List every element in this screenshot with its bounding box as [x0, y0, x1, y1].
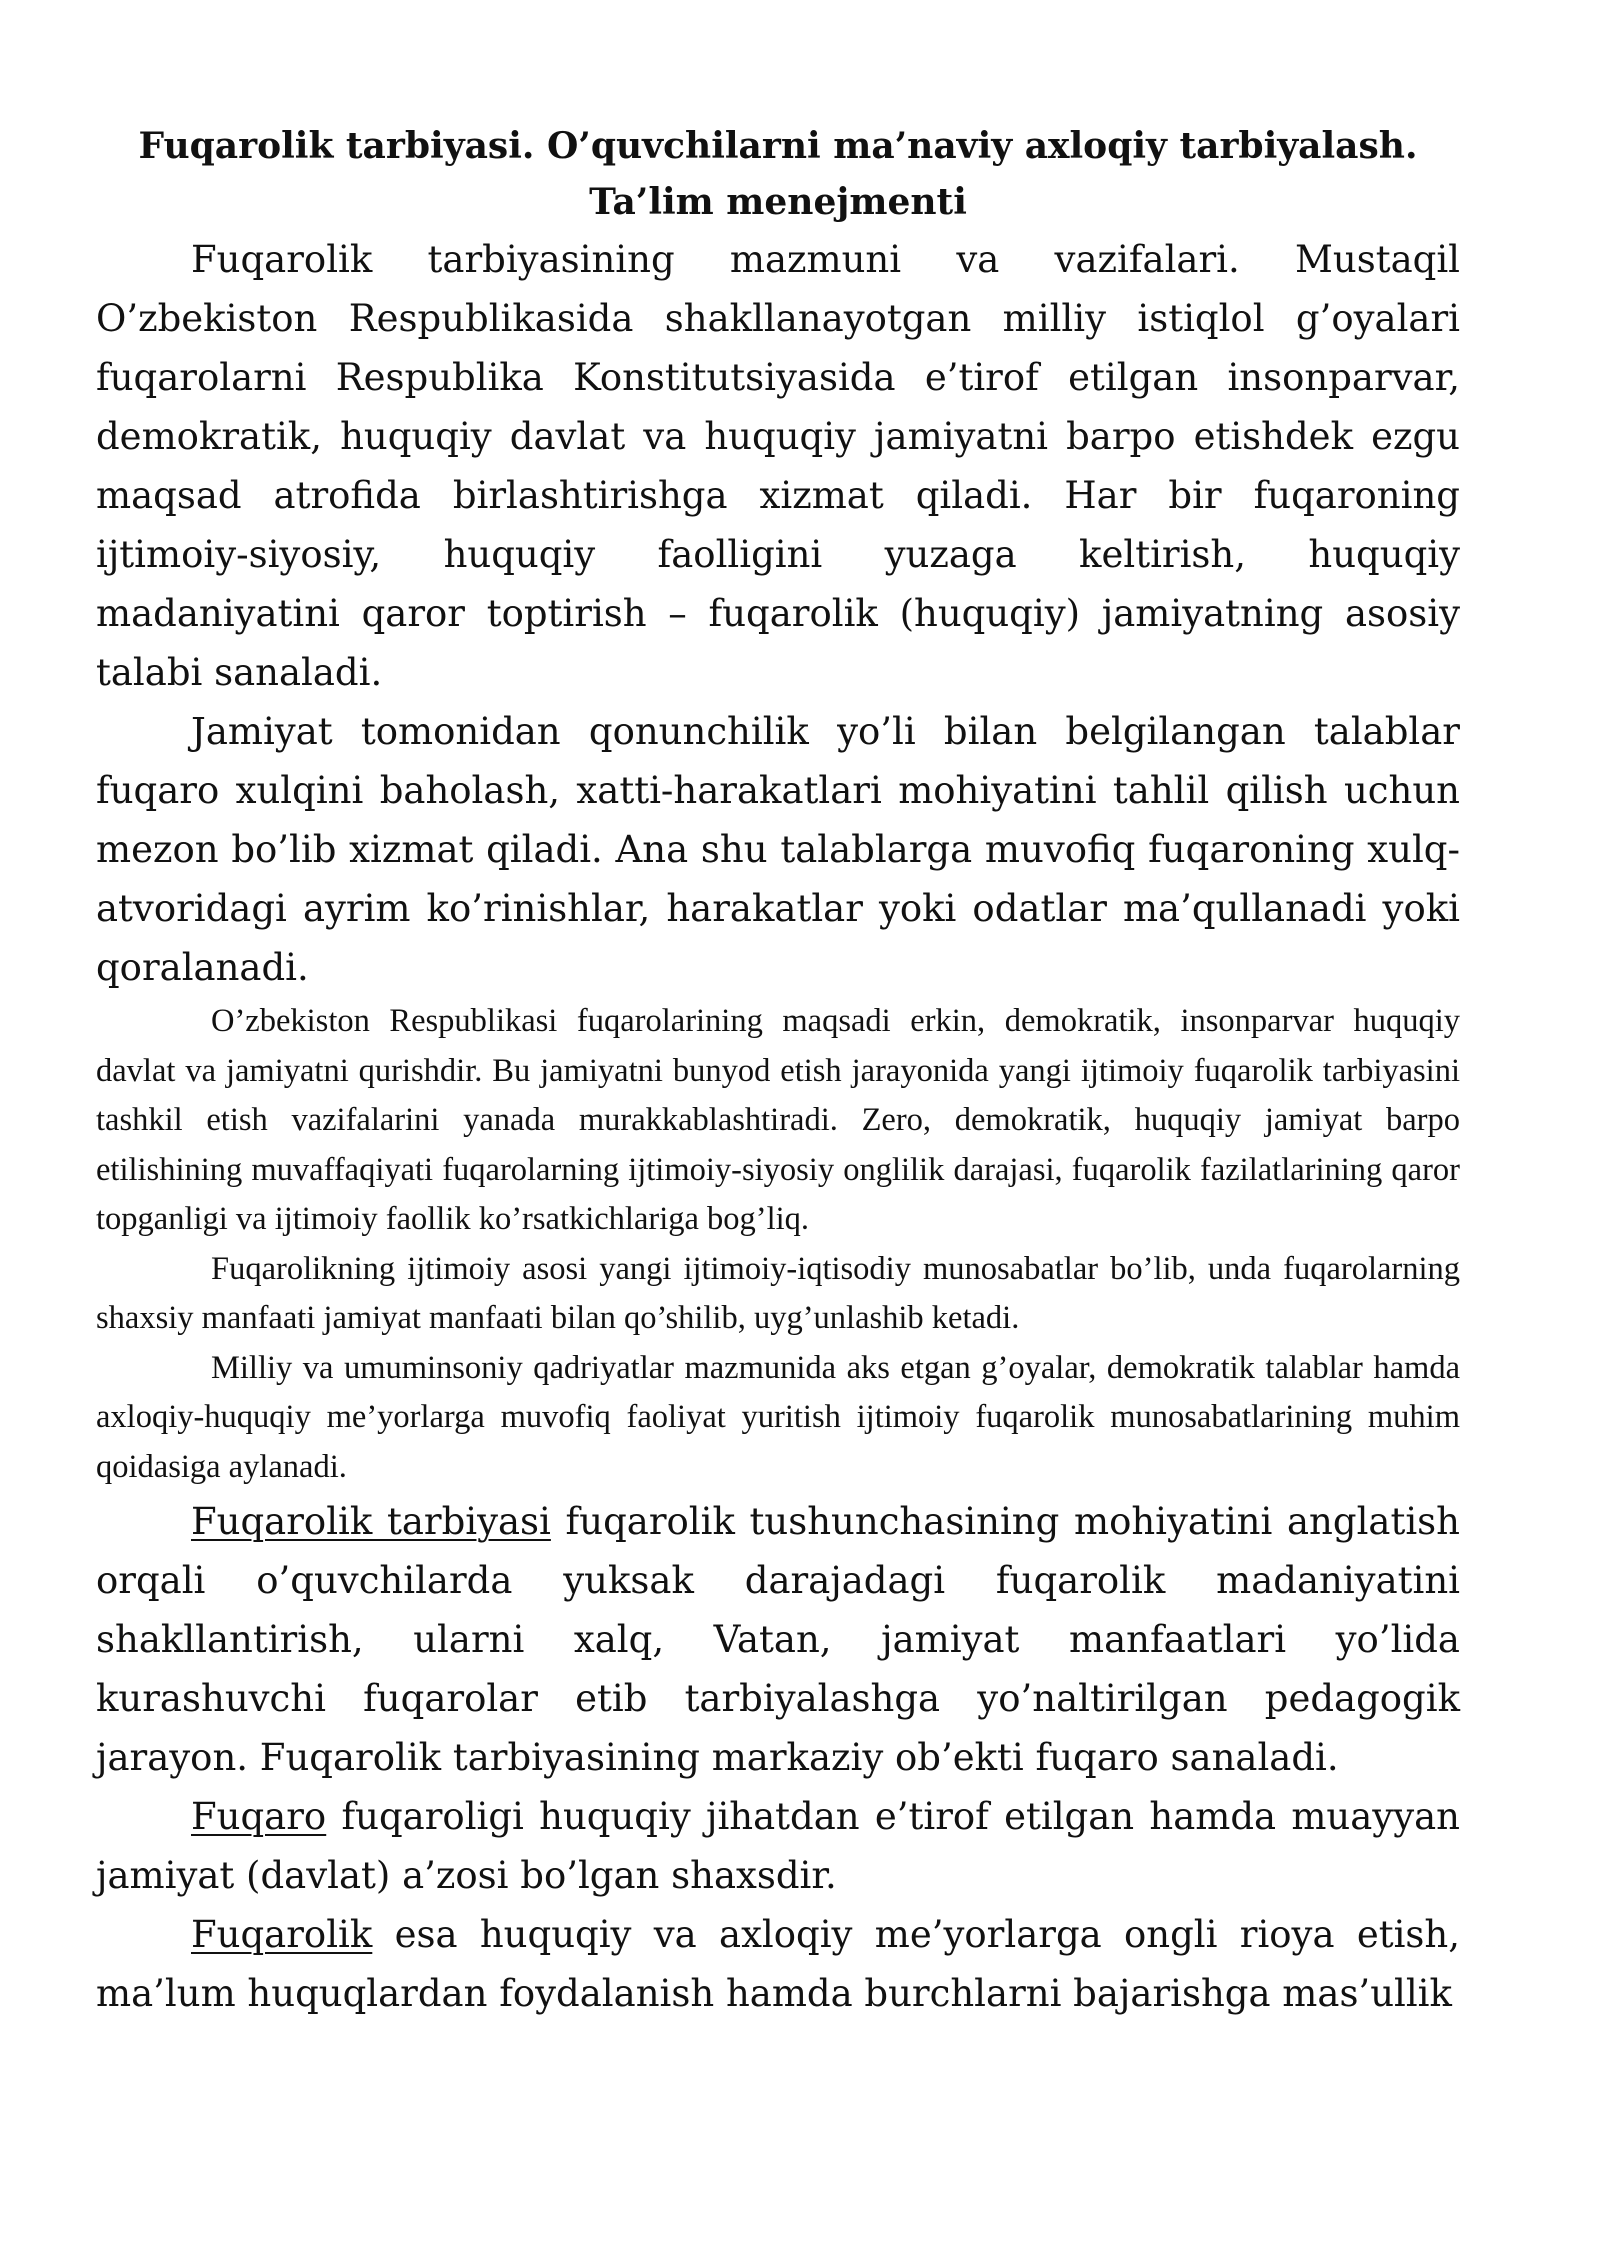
- paragraph-3: O’zbekiston Respublikasi fuqarolarining maqsadi erkin, demokratik, insonparvar huquqiy davlat va jamiyatni qurishdir. Bu jamiyatni bunyod etish jarayonida yangi ijtimoiy fuqarolik tarbiyasini tashkil etish vazifalarini yanada murakkablashtiradi. Zero, demokratik, huquqiy jamiyat barpo etilishining muvaffaqiyati fuqarolarning ijtimoiy-siyosiy onglilik darajasi, fuqarolik fazilatlarining qaror topganligi va ijtimoiy faollik ko’rsatkichlariga bog’liq.: [96, 1003, 1460, 1237]
- paragraph-5: Milliy va umuminsoniy qadriyatlar mazmunida aks etgan g’oyalar, demokratik talablar hamda axloqiy-huquqiy me’yorlarga muvofiq faoliyat yuritish ijtimoiy fuqarolik munosabatlarining muhim qoidasiga aylanadi.: [96, 1349, 1460, 1485]
- paragraph-1: Fuqarolik tarbiyasining mazmuni va vazifalari. Mustaqil O’zbekiston Respublikasida shakllanayotgan milliy istiqlol g’oyalari fuqarolarni Respublika Konstitutsiyasida e’tirof etilgan insonparvar, demokratik, huquqiy davlat va huquqiy jamiyatni barpo etishdek ezgu maqsad atrofida birlashtirishga xizmat qiladi. Har bir fuqaroning ijtimoiy-siyosiy, huquqiy faolligini yuzaga keltirish, huquqiy madaniyatini qaror toptirish – fuqarolik (huquqiy) jamiyatning asosiy talabi sanaladi.: [96, 238, 1460, 694]
- paragraph-7-text: fuqaroligi huquqiy jihatdan e’tirof etilgan hamda muayyan jamiyat (davlat) a’zosi bo’lgan shaxsdir.: [96, 1795, 1460, 1897]
- paragraph-8-text: esa huquqiy va axloqiy me’yorlarga ongli rioya etish, ma’lum huquqlardan foydalanish hamda burchlarni bajarishga mas’ullik: [96, 1913, 1460, 2015]
- paragraph-7: [96, 1787, 1460, 1905]
- paragraph-2: Jamiyat tomonidan qonunchilik yo’li bilan belgilangan talablar fuqaro xulqini baholash, xatti-harakatlari mohiyatini tahlil qilish uchun mezon bo’lib xizmat qiladi. Ana shu talablarga muvofiq fuqaroning xulq-atvoridagi ayrim ko’rinishlar, harakatlar yoki odatlar ma’qullanadi yoki qoralanadi.: [96, 710, 1460, 989]
- term-fuqaro: Fuqaro: [191, 1795, 327, 1838]
- term-fuqarolik: Fuqarolik: [191, 1913, 373, 1956]
- paragraph-6-text: fuqarolik tushunchasining mohiyatini anglatish orqali o’quvchilarda yuksak darajadagi fuqarolik madaniyatini shakllantirish, ularni xalq, Vatan, jamiyat manfaatlari yo’lida kurashuvchi fuqarolar etib tarbiyalashga yo’naltirilgan pedagogik jarayon. Fuqarolik tarbiyasining markaziy ob’ekti fuqaro sanaladi.: [96, 1500, 1460, 1779]
- paragraph-6: [96, 1492, 1460, 1787]
- paragraph-4: Fuqarolikning ijtimoiy asosi yangi ijtimoiy-iqtisodiy munosabatlar bo’lib, unda fuqarolarning shaxsiy manfaati jamiyat manfaati bilan qo’shilib, uyg’unlashib ketadi.: [96, 1250, 1460, 1336]
- title-line-2: Ta’lim menejmenti: [589, 181, 967, 223]
- title-line-1: Fuqarolik tarbiyasi. O’quvchilarni ma’naviy axloqiy tarbiyalash.: [138, 125, 1418, 167]
- paragraph-8: [96, 1905, 1460, 2023]
- document-title: [96, 118, 1460, 230]
- term-fuqarolik-tarbiyasi: Fuqarolik tarbiyasi: [191, 1500, 551, 1543]
- document-page: [96, 118, 1460, 2023]
